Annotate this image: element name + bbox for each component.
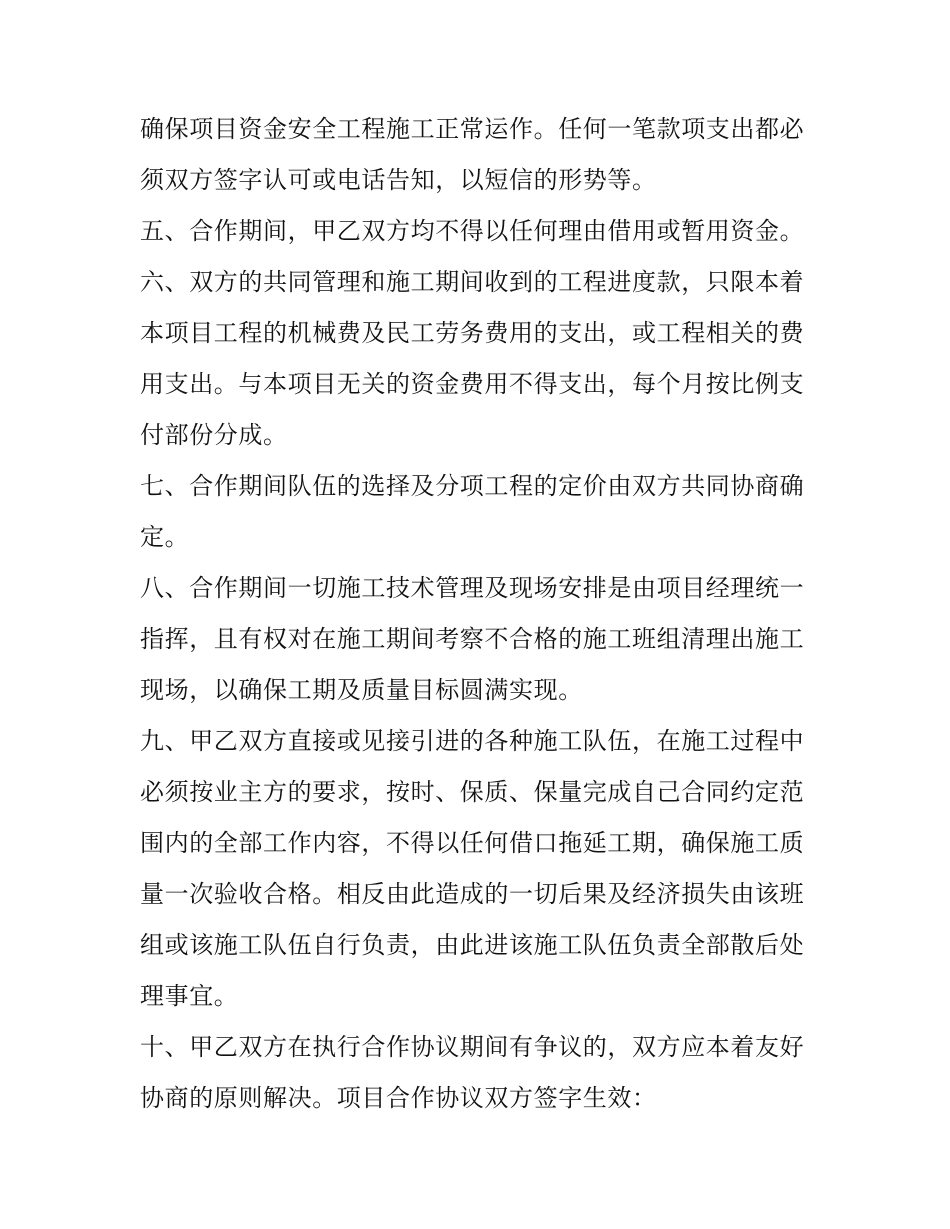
text-line: 八、合作期间一切施工技术管理及现场安排是由项目经理统一 — [140, 574, 805, 602]
text-line: 必须按业主方的要求，按时、保质、保量完成自己合同约定范 — [140, 778, 805, 806]
text-line: 定。 — [140, 523, 190, 551]
text-line: 组或该施工队伍自行负责，由此进该施工队伍负责全部散后处 — [140, 931, 805, 959]
text-line: 量一次验收合格。相反由此造成的一切后果及经济损失由该班 — [140, 880, 805, 908]
text-line: 本项目工程的机械费及民工劳务费用的支出，或工程相关的费 — [140, 319, 805, 347]
text-line: 用支出。与本项目无关的资金费用不得支出，每个月按比例支 — [140, 370, 805, 398]
text-line: 付部份分成。 — [140, 421, 288, 449]
text-line: 十、甲乙双方在执行合作协议期间有争议的，双方应本着友好 — [140, 1033, 805, 1061]
text-line: 指挥，且有权对在施工期间考察不合格的施工班组清理出施工 — [140, 625, 805, 653]
text-line: 六、双方的共同管理和施工期间收到的工程进度款，只限本着 — [140, 268, 805, 296]
text-line: 现场，以确保工期及质量目标圆满实现。 — [140, 676, 583, 704]
text-line: 五、合作期间，甲乙双方均不得以任何理由借用或暂用资金。 — [140, 217, 805, 245]
text-line: 协商的原则解决。项目合作协议双方签字生效： — [140, 1084, 657, 1112]
text-line: 须双方签字认可或电话告知，以短信的形势等。 — [140, 166, 657, 194]
text-line: 九、甲乙双方直接或见接引进的各种施工队伍，在施工过程中 — [140, 727, 805, 755]
text-line: 理事宜。 — [140, 982, 239, 1010]
document-body — [140, 104, 820, 1124]
text-line: 确保项目资金安全工程施工正常运作。任何一笔款项支出都必 — [140, 115, 805, 143]
text-line: 七、合作期间队伍的选择及分项工程的定价由双方共同协商确 — [140, 472, 805, 500]
text-line: 围内的全部工作内容，不得以任何借口拖延工期，确保施工质 — [140, 829, 805, 857]
